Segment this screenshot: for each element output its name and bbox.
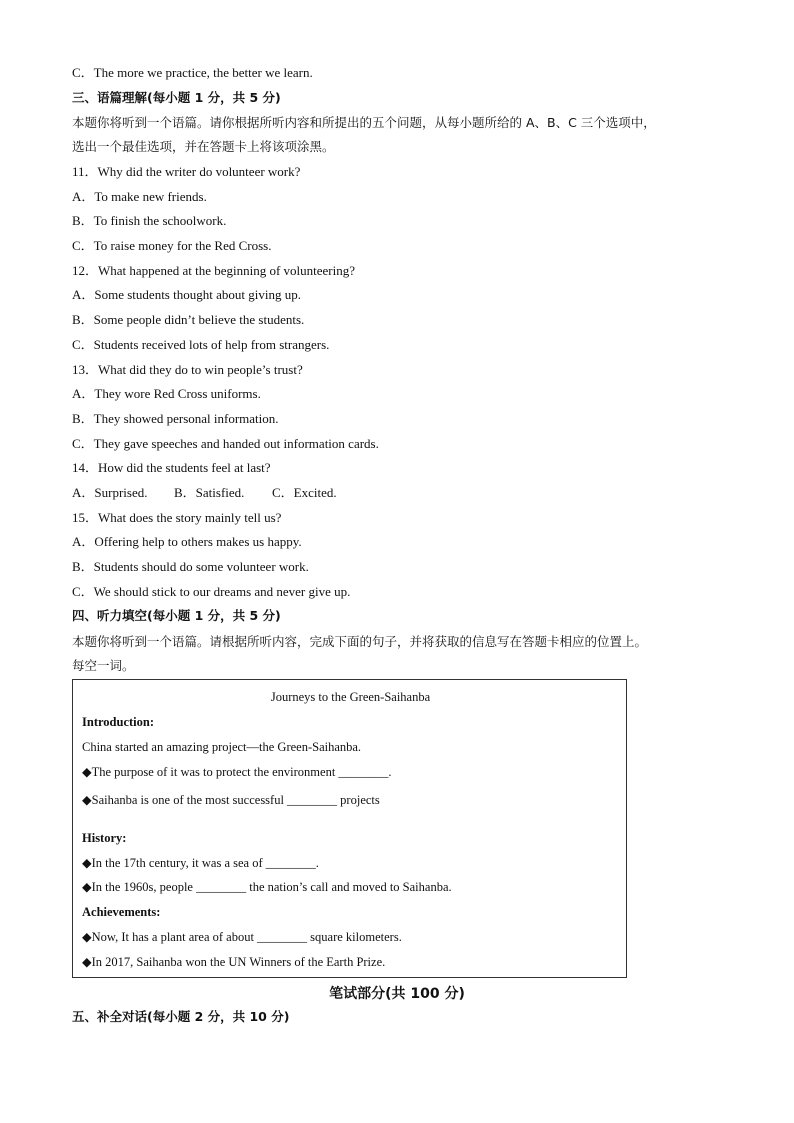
question-13-option-a: A．They wore Red Cross uniforms.: [72, 386, 261, 401]
question-11: 11．Why did the writer do volunteer work?: [72, 164, 301, 179]
question-14-option-a: A．Surprised.: [72, 485, 148, 500]
written-part-heading: 笔试部分(共 100 分): [329, 986, 465, 1002]
blank-item-3: ◆In the 17th century, it was a sea of ________.: [82, 856, 319, 870]
question-15-option-a: A．Offering help to others makes us happy.: [72, 534, 302, 549]
section-4-instruction-2: 每空一词。: [72, 658, 135, 673]
section-3-heading: 三、语篇理解(每小题 1 分，共 5 分): [72, 90, 281, 105]
question-12: 12．What happened at the beginning of volunteering?: [72, 263, 356, 278]
achievements-label: Achievements:: [82, 905, 161, 919]
blank-item-1: ◆The purpose of it was to protect the environment ________.: [82, 765, 392, 779]
section-4-instruction-1: 本题你将听到一个语篇。请根据所听内容，完成下面的句子，并将获取的信息写在答题卡相应的位置上。: [72, 634, 648, 649]
section-4-heading: 四、听力填空(每小题 1 分，共 5 分): [72, 608, 281, 623]
question-11-option-c: C．To raise money for the Red Cross.: [72, 238, 272, 253]
introduction-text: China started an amazing project—the Green-Saihanba.: [82, 740, 362, 754]
question-15: 15．What does the story mainly tell us?: [72, 510, 282, 525]
question-12-option-c: C．Students received lots of help from strangers.: [72, 337, 330, 352]
fact-item-6: ◆In 2017, Saihanba won the UN Winners of the Earth Prize.: [82, 955, 386, 969]
question-12-option-b: B．Some people didn’t believe the students.: [72, 312, 305, 327]
listening-fill-box: [72, 679, 627, 978]
question-12-option-a: A．Some students thought about giving up.: [72, 287, 301, 302]
q10-option-c: C．The more we practice, the better we learn.: [72, 65, 313, 80]
question-14: 14．How did the students feel at last?: [72, 460, 271, 475]
question-14-option-c: C．Excited.: [272, 485, 337, 500]
history-label: History:: [82, 831, 127, 845]
blank-item-2: ◆Saihanba is one of the most successful ________ projects: [82, 793, 380, 807]
question-14-option-b: B．Satisfied.: [174, 485, 245, 500]
section-3-instruction-1: 本题你将听到一个语篇。请你根据所听内容和所提出的五个问题，从每小题所给的 A、B、C 三个选项中，: [72, 115, 656, 130]
question-11-option-a: A．To make new friends.: [72, 189, 207, 204]
section-3-instruction-2: 选出一个最佳选项，并在答题卡上将该项涂黑。: [72, 139, 335, 154]
question-15-option-b: B．Students should do some volunteer work.: [72, 559, 309, 574]
section-5-heading: 五、补全对话(每小题 2 分，共 10 分): [72, 1009, 290, 1024]
blank-item-4: ◆In the 1960s, people ________ the nation’s call and moved to Saihanba.: [82, 880, 452, 894]
question-15-option-c: C．We should stick to our dreams and never give up.: [72, 584, 351, 599]
question-13: 13．What did they do to win people’s trust?: [72, 362, 303, 377]
question-13-option-c: C．They gave speeches and handed out information cards.: [72, 436, 379, 451]
box-title: Journeys to the Green-Saihanba: [270, 690, 431, 704]
blank-item-5: ◆Now, It has a plant area of about ________ square kilometers.: [82, 930, 402, 944]
question-11-option-b: B．To finish the schoolwork.: [72, 213, 227, 228]
introduction-label: Introduction:: [82, 715, 155, 729]
question-13-option-b: B．They showed personal information.: [72, 411, 279, 426]
